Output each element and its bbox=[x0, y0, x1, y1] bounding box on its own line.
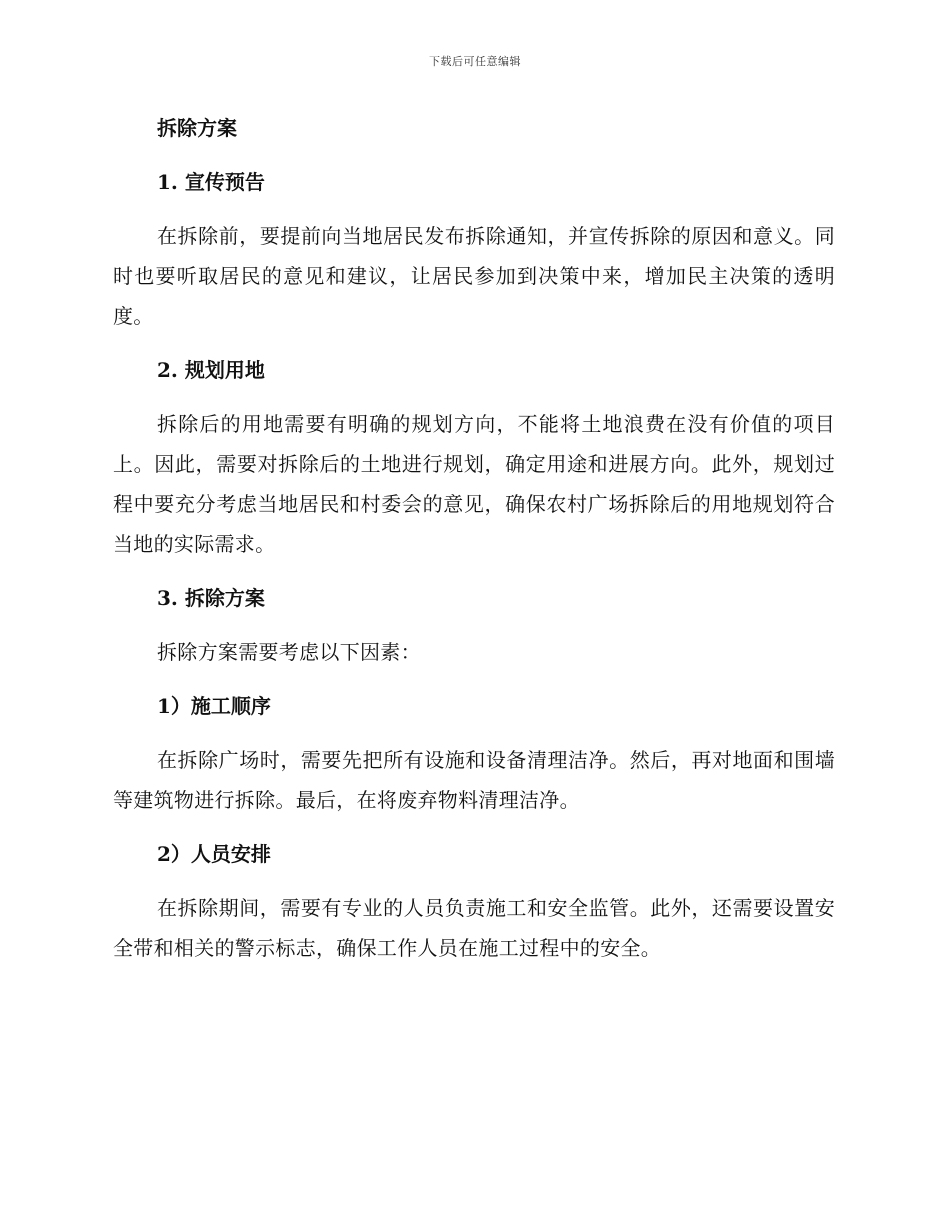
section-paragraph-1: 在拆除前，要提前向当地居民发布拆除通知，并宣传拆除的原因和意义。同时也要听取居民的意见和建议，让居民参加到决策中来，增加民主决策的透明度。 bbox=[113, 224, 835, 328]
section-paragraph-3: 拆除方案需要考虑以下因素： bbox=[157, 640, 421, 664]
section-heading-3: 3. 拆除方案 bbox=[157, 586, 265, 610]
section-paragraph-2: 拆除后的用地需要有明确的规划方向，不能将土地浪费在没有价值的项目上。因此，需要对拆除后的土地进行规划，确定用途和进展方向。此外，规划过程中要充分考虑当地居民和村委会的意见，确保农村广场拆除后的用地规划符合当地的实际需求。 bbox=[113, 412, 835, 556]
document-title: 拆除方案 bbox=[157, 116, 237, 140]
subsection-paragraph-2: 在拆除期间，需要有专业的人员负责施工和安全监管。此外，还需要设置安全带和相关的警示标志，确保工作人员在施工过程中的安全。 bbox=[113, 896, 835, 960]
document-body bbox=[113, 108, 835, 982]
subsection-paragraph-1: 在拆除广场时，需要先把所有设施和设备清理洁净。然后，再对地面和围墙等建筑物进行拆除。最后，在将废弃物料清理洁净。 bbox=[113, 748, 835, 812]
section-heading-1: 1. 宣传预告 bbox=[157, 170, 265, 194]
subsection-heading-1: 1）施工顺序 bbox=[157, 694, 271, 718]
section-heading-2: 2. 规划用地 bbox=[157, 358, 265, 382]
subsection-heading-2: 2）人员安排 bbox=[157, 842, 271, 866]
header-note: 下载后可任意编辑 bbox=[429, 55, 521, 68]
